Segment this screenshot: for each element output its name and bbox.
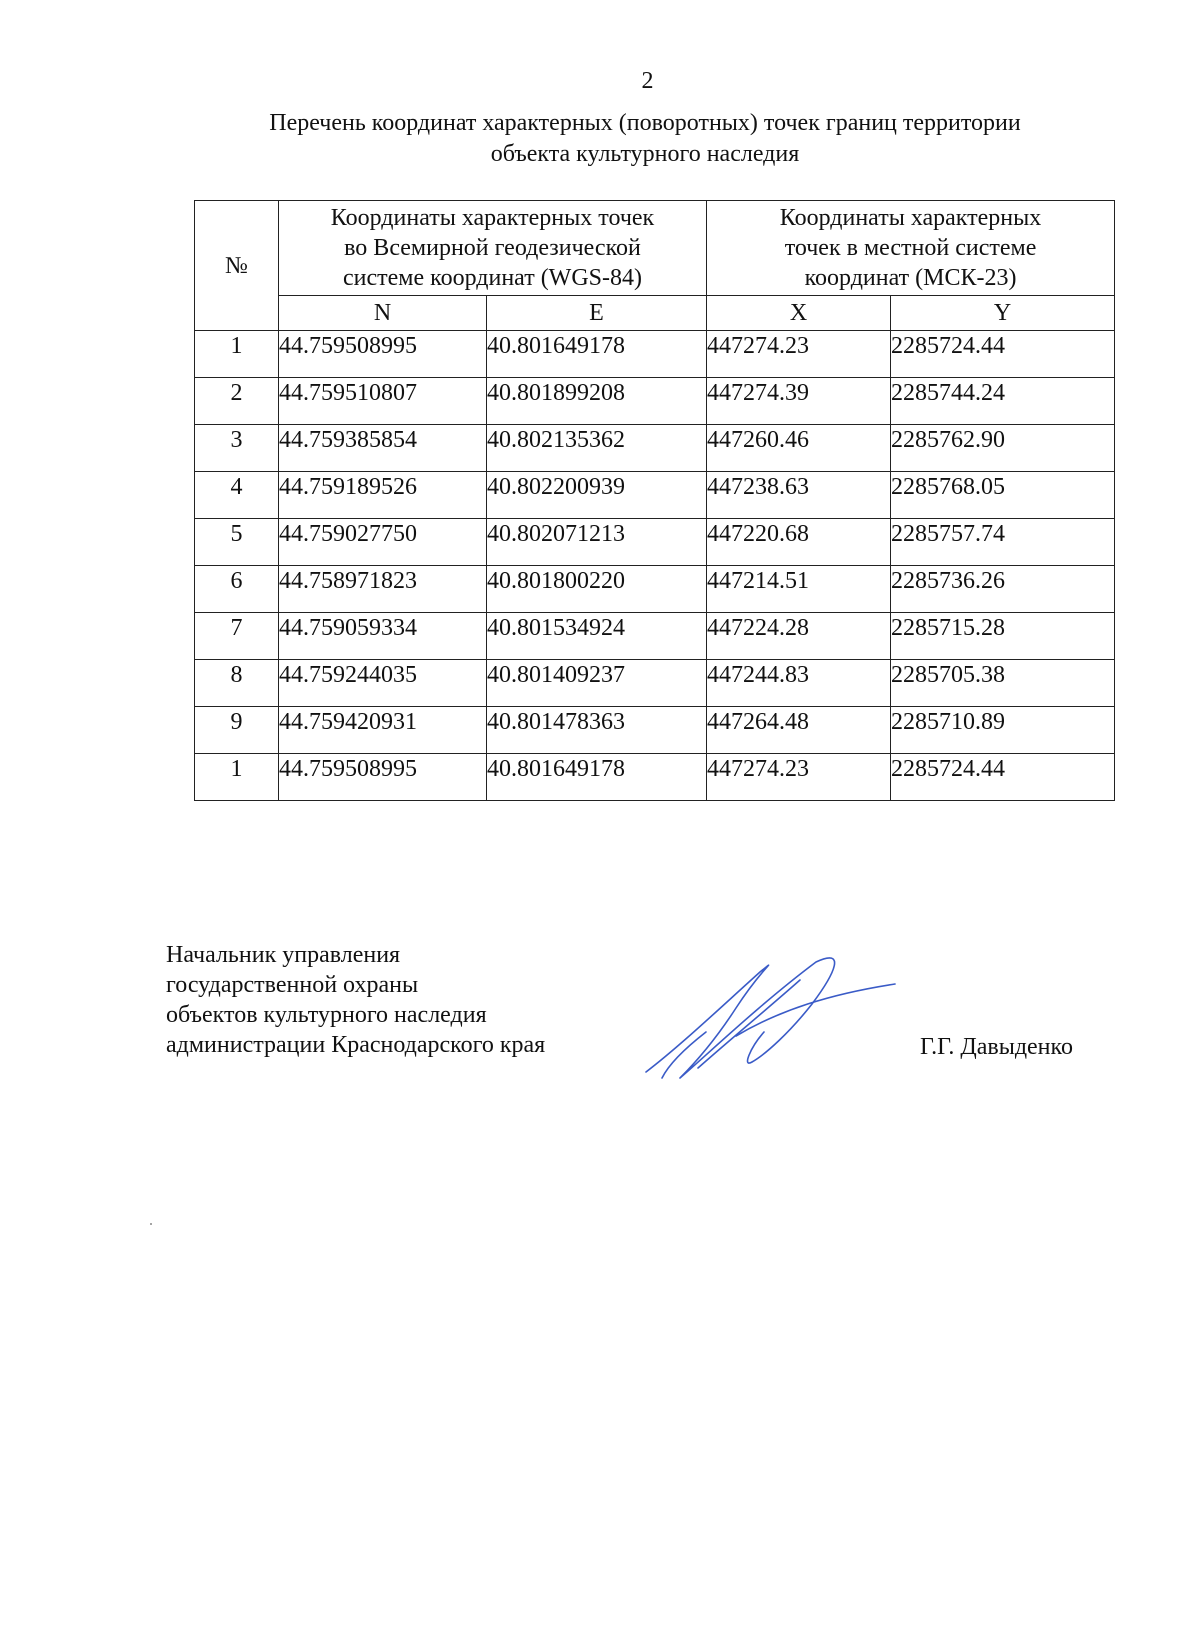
cell-x: 447224.28 [707, 613, 891, 660]
table-row [195, 472, 1115, 519]
cell-y: 2285724.44 [891, 754, 1115, 801]
cell-x: 447238.63 [707, 472, 891, 519]
cell-number: 6 [195, 566, 279, 613]
cell-y: 2285762.90 [891, 425, 1115, 472]
header-y: Y [891, 296, 1115, 331]
cell-x: 447220.68 [707, 519, 891, 566]
header-msk23 [707, 201, 1115, 296]
table-row [195, 425, 1115, 472]
page-number: 2 [641, 68, 654, 94]
coordinates-table [194, 200, 1115, 801]
cell-y: 2285736.26 [891, 566, 1115, 613]
cell-e: 40.801899208 [487, 378, 707, 425]
cell-y: 2285724.44 [891, 331, 1115, 378]
signer-name: Г.Г. Давыденко [920, 1034, 1073, 1060]
header-number: № [195, 201, 279, 331]
signer-position [166, 940, 646, 1060]
cell-e: 40.801649178 [487, 331, 707, 378]
header-line: во Всемирной геодезической [344, 235, 641, 261]
cell-x: 447260.46 [707, 425, 891, 472]
cell-e: 40.801649178 [487, 754, 707, 801]
cell-e: 40.801409237 [487, 660, 707, 707]
cell-number: 1 [195, 331, 279, 378]
cell-e: 40.801534924 [487, 613, 707, 660]
table-row [195, 566, 1115, 613]
cell-number: 8 [195, 660, 279, 707]
cell-n: 44.759508995 [279, 754, 487, 801]
cell-e: 40.802071213 [487, 519, 707, 566]
cell-number: 5 [195, 519, 279, 566]
header-wgs84 [279, 201, 707, 296]
cell-n: 44.759508995 [279, 331, 487, 378]
table-row [195, 519, 1115, 566]
header-line: координат (МСК-23) [804, 265, 1017, 291]
header-n: N [279, 296, 487, 331]
cell-x: 447274.23 [707, 331, 891, 378]
cell-y: 2285715.28 [891, 613, 1115, 660]
title-line: Перечень координат характерных (поворотных) точек границ территории [269, 110, 1021, 136]
cell-y: 2285768.05 [891, 472, 1115, 519]
cell-x: 447274.39 [707, 378, 891, 425]
cell-n: 44.759385854 [279, 425, 487, 472]
position-line: объектов культурного наследия [166, 1002, 487, 1028]
cell-y: 2285757.74 [891, 519, 1115, 566]
cell-x: 447244.83 [707, 660, 891, 707]
cell-number: 7 [195, 613, 279, 660]
cell-x: 447274.23 [707, 754, 891, 801]
handwritten-signature [640, 950, 900, 1090]
cell-y: 2285710.89 [891, 707, 1115, 754]
document-title [180, 108, 1110, 170]
cell-n: 44.759420931 [279, 707, 487, 754]
cell-n: 44.759059334 [279, 613, 487, 660]
cell-n: 44.759510807 [279, 378, 487, 425]
position-line: администрации Краснодарского края [166, 1032, 546, 1058]
table-row [195, 378, 1115, 425]
scan-speck [150, 1223, 152, 1225]
cell-x: 447214.51 [707, 566, 891, 613]
cell-number: 2 [195, 378, 279, 425]
cell-e: 40.802200939 [487, 472, 707, 519]
header-line: Координаты характерных [779, 205, 1042, 231]
cell-number: 4 [195, 472, 279, 519]
table-row [195, 754, 1115, 801]
cell-n: 44.759244035 [279, 660, 487, 707]
cell-number: 3 [195, 425, 279, 472]
cell-n: 44.759189526 [279, 472, 487, 519]
cell-number: 1 [195, 754, 279, 801]
position-line: государственной охраны [166, 972, 419, 998]
cell-number: 9 [195, 707, 279, 754]
cell-e: 40.801800220 [487, 566, 707, 613]
cell-e: 40.802135362 [487, 425, 707, 472]
table-row [195, 707, 1115, 754]
header-x: X [707, 296, 891, 331]
table-row [195, 613, 1115, 660]
cell-x: 447264.48 [707, 707, 891, 754]
cell-n: 44.759027750 [279, 519, 487, 566]
header-line: Координаты характерных точек [330, 205, 655, 231]
table-row [195, 331, 1115, 378]
cell-n: 44.758971823 [279, 566, 487, 613]
cell-e: 40.801478363 [487, 707, 707, 754]
cell-y: 2285744.24 [891, 378, 1115, 425]
cell-y: 2285705.38 [891, 660, 1115, 707]
position-line: Начальник управления [166, 942, 401, 968]
header-e: E [487, 296, 707, 331]
header-line: точек в местной системе [784, 235, 1037, 261]
title-line: объекта культурного наследия [490, 141, 800, 167]
table-row [195, 660, 1115, 707]
header-line: системе координат (WGS-84) [343, 265, 642, 291]
